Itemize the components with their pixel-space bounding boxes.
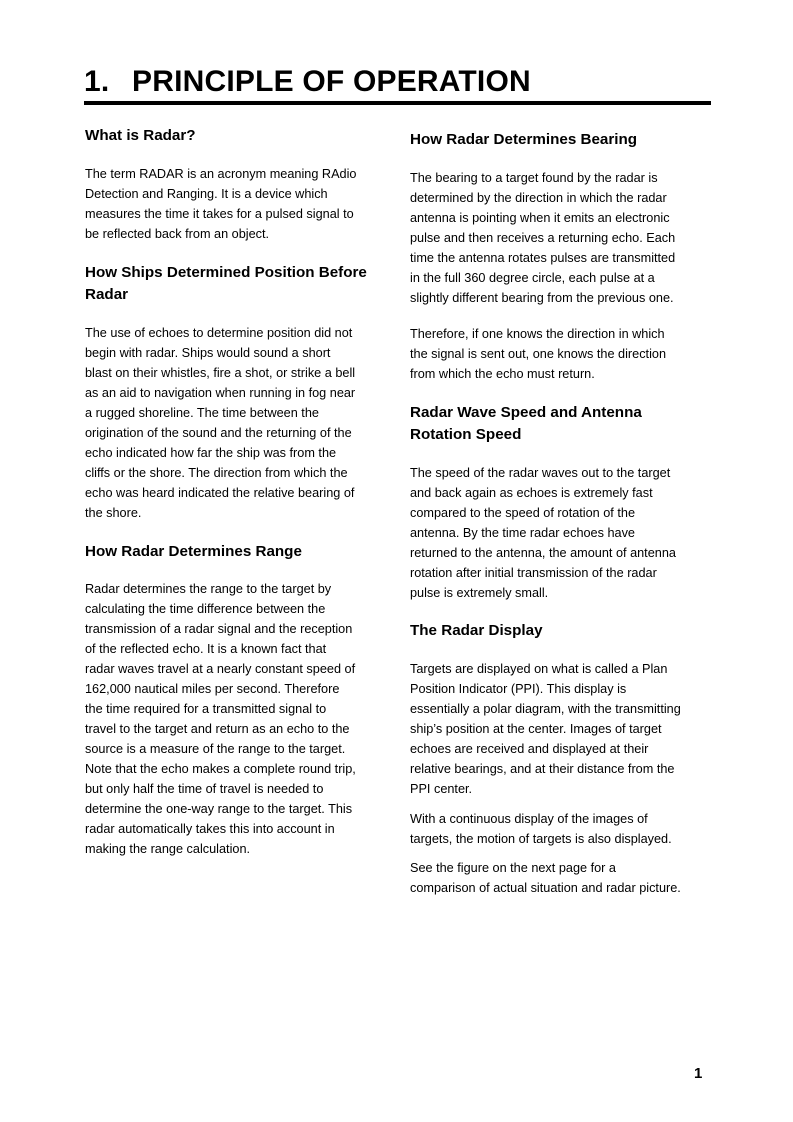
text-line: measures the time it takes for a pulsed signal to [85,207,354,221]
text-line: echo indicated how far the ship was from the [85,446,337,460]
heading-range: How Radar Determines Range [85,543,302,560]
text-line: pulse is extremely small. [410,586,549,600]
text-line: antenna is pointing when it emits an electronic [410,211,670,225]
paragraph-radar-display-3 [410,858,681,898]
text-line: With a continuous display of the images of [410,812,648,826]
text-line: the shore. [85,506,142,520]
text-line: radar waves travel at a nearly constant speed of [85,662,356,676]
heading-what-is-radar: What is Radar? [85,127,196,144]
heading-bearing: How Radar Determines Bearing [410,131,638,148]
text-line: source is a measure of the range to the target. [85,742,346,756]
heading-line: Radar Wave Speed and Antenna [410,404,642,421]
paragraph-ships-position [85,323,355,523]
text-line: rotation after initial transmission of the radar [410,566,657,580]
text-line: The use of echoes to determine position did not [85,326,353,340]
text-line: of the reflected echo. It is a known fact that [85,642,327,656]
text-line: determine the one-way range to the target. This [85,802,353,816]
text-line: Detection and Ranging. It is a device which [85,187,328,201]
text-line: The term RADAR is an acronym meaning RAdio [85,167,357,181]
text-line: begin with radar. Ships would sound a short [85,346,331,360]
text-line: The bearing to a target found by the radar is [410,171,658,185]
chapter-title-text: PRINCIPLE OF OPERATION [132,65,531,98]
text-line: origination of the sound and the returning of the [85,426,352,440]
text-line: determined by the direction in which the radar [410,191,667,205]
text-line: calculating the time difference between the [85,602,326,616]
text-line: ship’s position at the center. Images of target [410,722,662,736]
paragraph-range [85,579,356,859]
paragraph-radar-display-2 [410,809,672,849]
text-line: as an aid to navigation when running in fog near [85,386,356,400]
text-line: 162,000 nautical miles per second. Therefore [85,682,340,696]
chapter-title [84,62,531,102]
text-line: Therefore, if one knows the direction in which [410,327,665,341]
text-line: The speed of the radar waves out to the target [410,466,671,480]
text-line: Radar determines the range to the target by [85,582,332,596]
text-line: targets, the motion of targets is also displayed. [410,832,672,846]
text-line: be reflected back from an object. [85,227,270,241]
text-line: echo was heard indicated the relative bearing of [85,486,355,500]
heading-line: Rotation Speed [410,426,522,443]
text-line: the time required for a transmitted signal to [85,702,327,716]
text-line: from which the echo must return. [410,367,595,381]
text-line: Targets are displayed on what is called a Plan [410,662,668,676]
paragraph-what-is-radar [85,164,356,244]
heading-line: Radar [85,286,129,303]
text-line: transmission of a radar signal and the reception [85,622,353,636]
text-line: time the antenna rotates pulses are transmitted [410,251,676,265]
text-line: PPI center. [410,782,473,796]
heading-line: How Ships Determined Position Before [85,264,367,281]
heading-wave-speed [410,402,642,446]
text-line: essentially a polar diagram, with the transmitting [410,702,681,716]
text-line: compared to the speed of rotation of the [410,506,635,520]
text-line: relative bearings, and at their distance from the [410,762,675,776]
text-line: comparison of actual situation and radar picture. [410,881,681,895]
text-line: blast on their whistles, fire a shot, or strike a bell [85,366,356,380]
text-line: echoes are received and displayed at their [410,742,649,756]
text-line: and back again as echoes is extremely fast [410,486,653,500]
paragraph-bearing [410,168,675,308]
text-line: the signal is sent out, one knows the direction [410,347,667,361]
page-number: 1 [694,1065,703,1082]
heading-radar-display: The Radar Display [410,622,543,639]
text-line: Position Indicator (PPI). This display is [410,682,627,696]
text-line: cliffs or the shore. The direction from which the [85,466,348,480]
paragraph-radar-display [410,659,681,799]
paragraph-wave-speed [410,463,676,603]
text-line: a rugged shoreline. The time between the [85,406,319,420]
text-line: pulse and then receives a returning echo. Each [410,231,676,245]
text-line: slightly different bearing from the previous one. [410,291,674,305]
text-line: antenna. By the time radar echoes have [410,526,635,540]
paragraph-bearing-2 [410,324,666,384]
text-line: making the range calculation. [85,842,251,856]
text-line: in the full 360 degree circle, each pulse at a [410,271,655,285]
title-rule [84,101,711,105]
text-line: Note that the echo makes a complete round trip, [85,762,356,776]
text-line: radar automatically takes this into account in [85,822,335,836]
text-line: returned to the antenna, the amount of antenna [410,546,676,560]
text-line: travel to the target and return as an echo to the [85,722,350,736]
text-line: See the figure on the next page for a [410,861,616,875]
text-line: but only half the time of travel is needed to [85,782,324,796]
chapter-number: 1. [84,65,110,98]
heading-ships-position [85,262,367,306]
